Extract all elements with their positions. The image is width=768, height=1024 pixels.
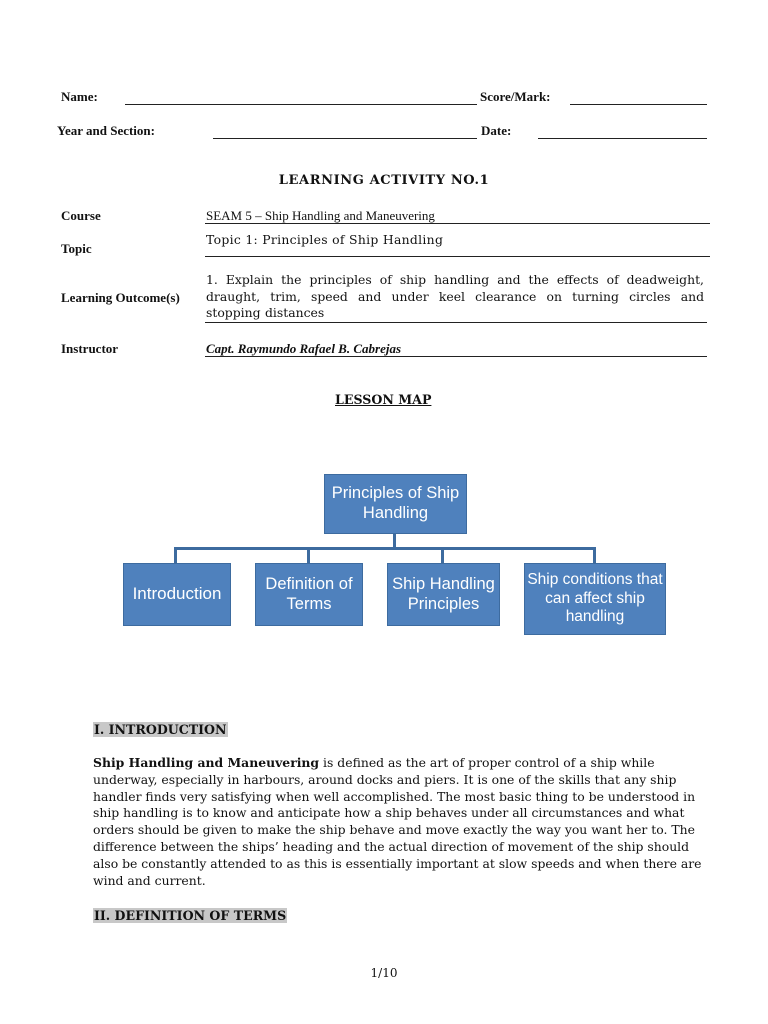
lesson-map-heading: LESSON MAP xyxy=(335,392,432,407)
lesson-map-node-definition: Definition of Terms xyxy=(255,563,363,626)
course-label: Course xyxy=(61,208,101,223)
year-section-label: Year and Section: xyxy=(57,123,155,138)
name-field-line[interactable] xyxy=(125,104,477,105)
connector-drop-2 xyxy=(307,547,310,563)
introduction-lead: Ship Handling and Maneuvering xyxy=(93,755,320,770)
introduction-body: is defined as the art of proper control of a ship while underway, especially in harbours, around docks and piers. It is one of the skills that any ship handler finds very satisfying when well accomplished. The most basic thing to be understood in ship handling is to know and anticipate how a ship behaves under all circumstances and what orders should be given to make the ship behave and move exactly the way you want her to. The difference between the ships’ heading and the actual direction of movement of the ship should also be constantly attended to as this is essentially important at slow speeds and when there are wind and current. xyxy=(93,755,702,888)
instructor-underline xyxy=(205,356,707,357)
outcome-label: Learning Outcome(s) xyxy=(61,290,180,305)
topic-underline xyxy=(205,256,710,257)
introduction-heading: I. INTRODUCTION xyxy=(94,722,227,737)
connector-horizontal xyxy=(174,547,596,550)
outcome-value: 1. Explain the principles of ship handling and the effects of deadweight, draught, trim, speed and under keel clearance on turning circles and stopping distances xyxy=(206,272,704,321)
connector-drop-3 xyxy=(441,547,444,563)
instructor-value: Capt. Raymundo Rafael B. Cabrejas xyxy=(206,341,402,356)
name-label: Name: xyxy=(61,89,98,104)
topic-label: Topic xyxy=(61,241,92,256)
score-label: Score/Mark: xyxy=(480,89,551,104)
connector-root-stem xyxy=(393,533,396,547)
connector-drop-4 xyxy=(593,547,596,563)
topic-value: Topic 1: Principles of Ship Handling xyxy=(206,232,444,247)
date-label: Date: xyxy=(481,123,512,138)
date-field-line[interactable] xyxy=(538,138,707,139)
introduction-paragraph xyxy=(93,755,715,889)
course-underline xyxy=(205,223,710,224)
page-number: 1/10 xyxy=(370,966,398,980)
score-field-line[interactable] xyxy=(570,104,707,105)
outcome-underline xyxy=(205,322,707,323)
page-title: LEARNING ACTIVITY NO.1 xyxy=(278,173,490,188)
definition-heading: II. DEFINITION OF TERMS xyxy=(94,908,287,923)
lesson-map-root: Principles of Ship Handling xyxy=(324,474,467,534)
course-value: SEAM 5 – Ship Handling and Maneuvering xyxy=(206,208,435,223)
connector-drop-1 xyxy=(174,547,177,563)
lesson-map-node-conditions: Ship conditions that can affect ship handling xyxy=(524,563,666,635)
lesson-map-node-introduction: Introduction xyxy=(123,563,231,626)
instructor-label: Instructor xyxy=(61,341,119,356)
year-section-field-line[interactable] xyxy=(213,138,477,139)
lesson-map-node-principles: Ship Handling Principles xyxy=(387,563,500,626)
